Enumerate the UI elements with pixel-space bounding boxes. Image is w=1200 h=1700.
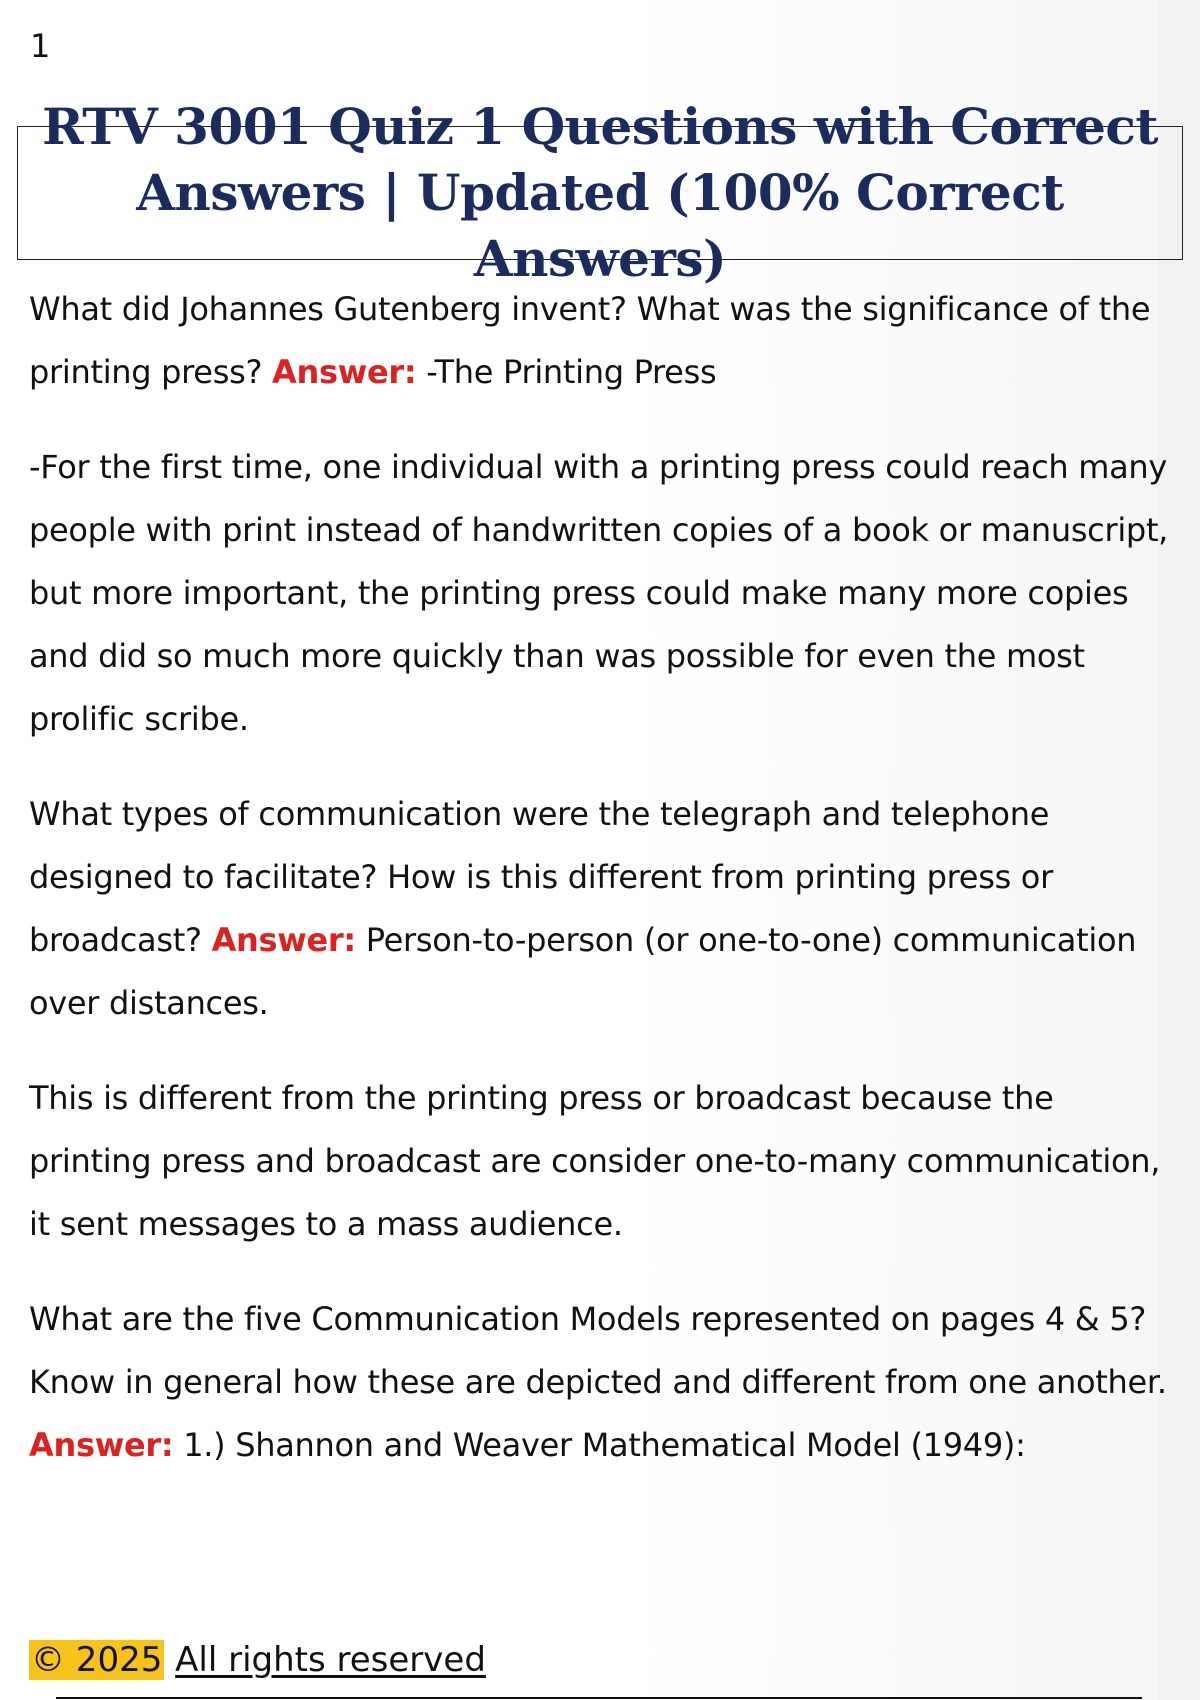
answer-1-text: -The Printing Press <box>426 353 717 391</box>
answer-label: Answer: <box>272 353 417 391</box>
title-line-1: RTV 3001 Quiz 1 Questions with Correct <box>42 97 1158 156</box>
question-3-text: What are the five Communication Models represented on pages 4 & 5? Know in general how these are depicted and different from one another. <box>29 1300 1167 1401</box>
title-line-2: Answers | Updated (100% Correct Answers) <box>136 163 1064 288</box>
question-1 <box>29 278 1169 404</box>
answer-3-text: 1.) Shannon and Weaver Mathematical Model (1949): <box>183 1426 1026 1464</box>
title-box <box>17 97 1183 288</box>
answer-2-detail: This is different from the printing press or broadcast because the printing press and broadcast are consider one-to-many communication, it sent messages to a mass audience. <box>29 1079 1161 1243</box>
rights-reserved-text: All rights reserved <box>175 1640 486 1680</box>
answer-1-detail: -For the first time, one individual with a printing press could reach many people with print instead of handwritten copies of a book or manuscript, but more important, the printing press could make many more copies and did so much more quickly than was possible for even the most prolific scribe. <box>29 448 1169 738</box>
answer-label: Answer: <box>211 921 356 959</box>
question-2-text: What types of communication were the telegraph and telephone designed to facilitate? How is this different from printing press or broadcast? <box>29 795 1053 959</box>
question-3 <box>29 1288 1169 1477</box>
copyright-notice: © 2025 <box>31 1640 163 1680</box>
answer-label: Answer: <box>29 1426 174 1464</box>
question-1-text: What did Johannes Gutenberg invent? What was the significance of the printing press? <box>29 290 1151 391</box>
question-2 <box>29 783 1169 1035</box>
answer-2-text: Person-to-person (or one-to-one) communication over distances. <box>29 921 1137 1022</box>
footer <box>29 1637 486 1683</box>
document-body <box>29 278 1169 1509</box>
footer-divider <box>56 1697 1142 1699</box>
document-title <box>18 94 1182 292</box>
page-number: 1 <box>30 27 51 65</box>
